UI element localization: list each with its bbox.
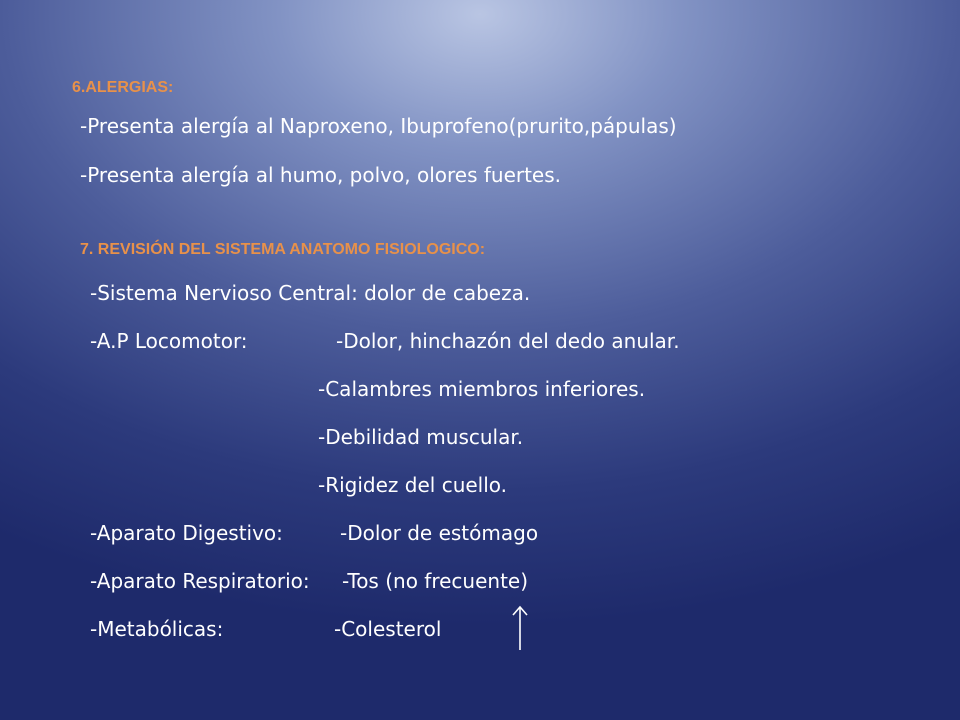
respiratorio-label: -Aparato Respiratorio: — [90, 569, 310, 593]
locomotor-item-1: -Dolor, hinchazón del dedo anular. — [336, 329, 680, 353]
section-7-heading: 7. REVISIÓN DEL SISTEMA ANATOMO FISIOLOGICO: — [80, 241, 486, 258]
digestivo-label: -Aparato Digestivo: — [90, 521, 283, 545]
allergy-line-1: -Presenta alergía al Naproxeno, Ibuprofeno(prurito,pápulas) — [80, 114, 677, 138]
locomotor-item-4: -Rigidez del cuello. — [318, 473, 508, 497]
locomotor-item-2: -Calambres miembros inferiores. — [318, 377, 646, 401]
respiratorio-value: -Tos (no frecuente) — [342, 569, 529, 593]
metabolicas-label: -Metabólicas: — [90, 617, 224, 641]
locomotor-label: -A.P Locomotor: — [90, 329, 248, 353]
section-6-heading: 6.ALERGIAS: — [72, 79, 174, 96]
snc-line: -Sistema Nervioso Central: dolor de cabeza. — [90, 281, 531, 305]
digestivo-value: -Dolor de estómago — [340, 521, 539, 545]
up-arrow-icon — [510, 604, 530, 652]
allergy-line-2: -Presenta alergía al humo, polvo, olores fuertes. — [80, 163, 562, 187]
metabolicas-value: -Colesterol — [334, 617, 442, 641]
locomotor-item-3: -Debilidad muscular. — [318, 425, 524, 449]
